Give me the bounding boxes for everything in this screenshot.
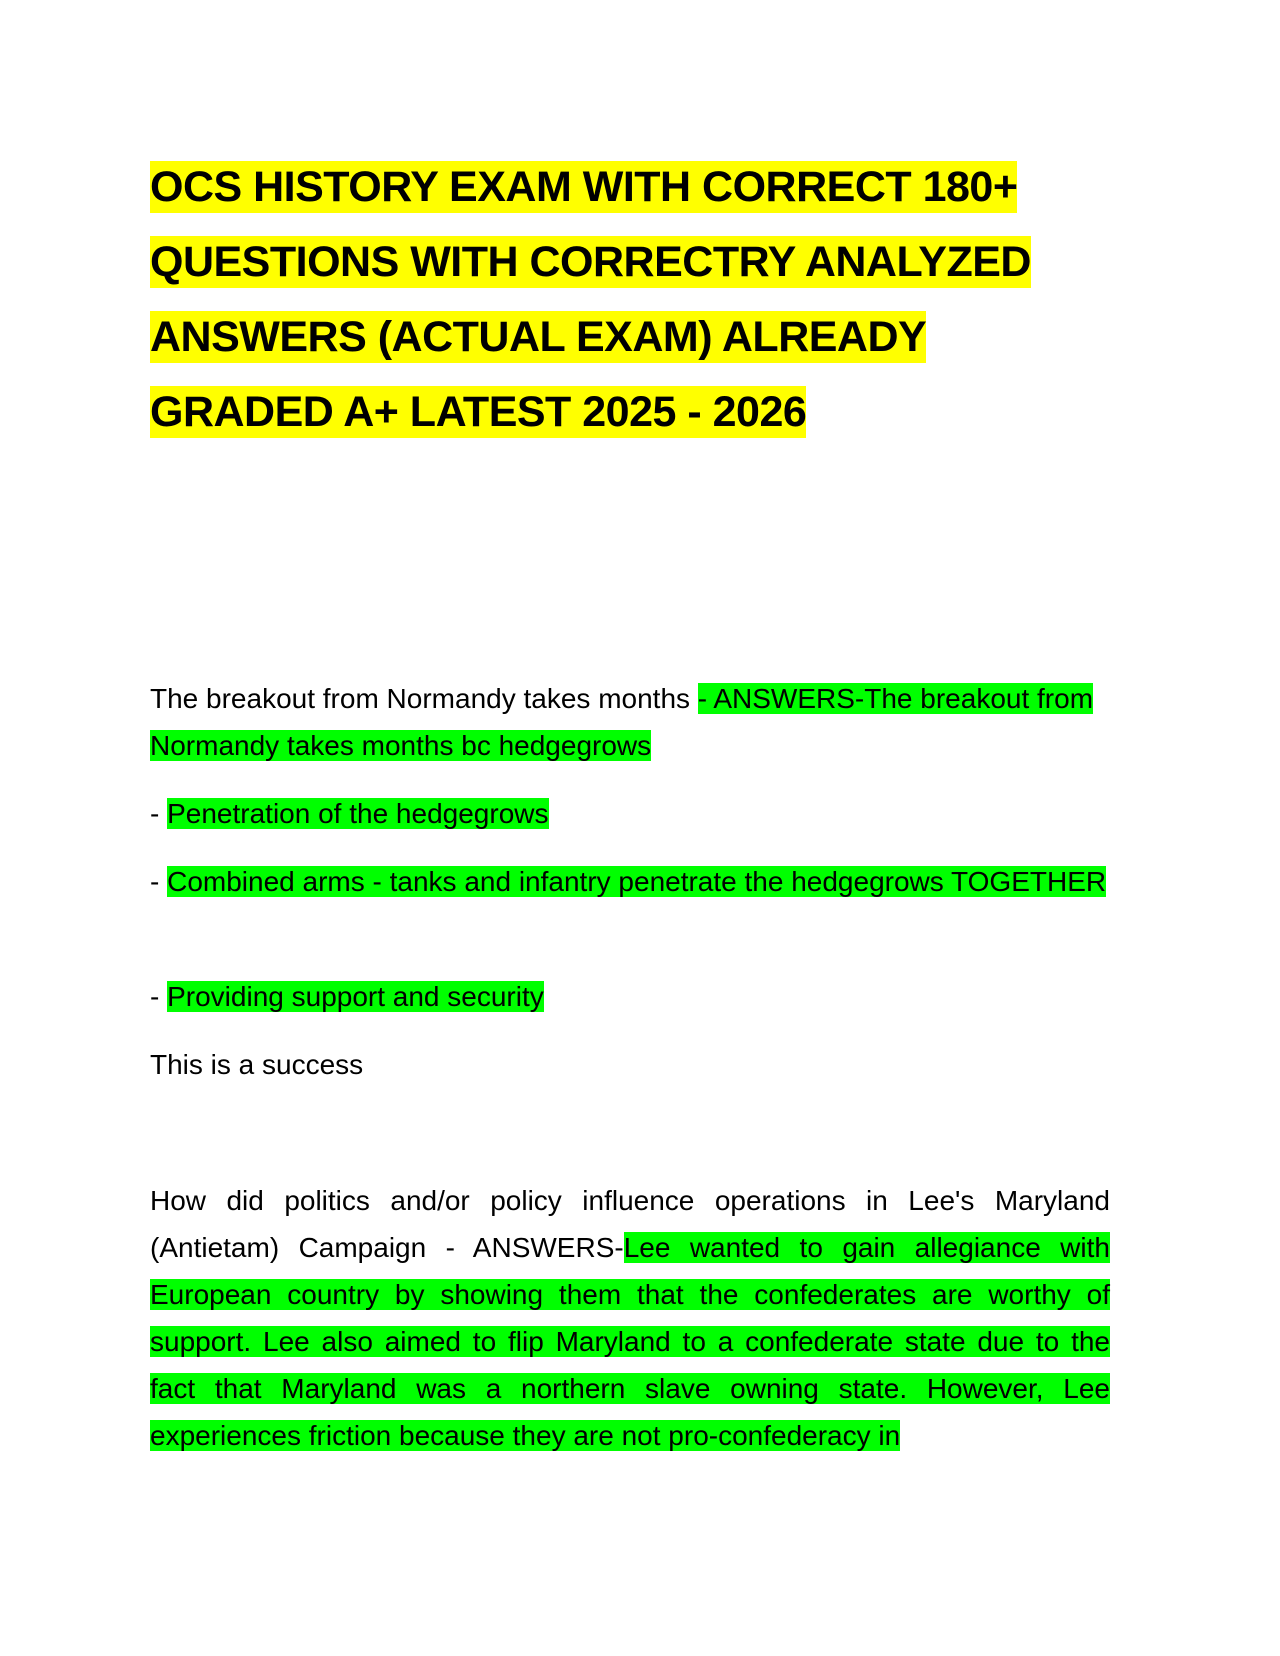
note-text: This is a success [150, 1049, 364, 1080]
bullet-highlight: Penetration of the hedgegrows [167, 798, 549, 829]
bullet-highlight: Combined arms - tanks and infantry penetrate the hedgegrows TOGETHER [167, 866, 1107, 897]
bullet-item-2 [150, 858, 1110, 905]
answer-highlight: - ANSWERS-The breakout from Normandy takes months bc hedgegrows [150, 683, 1094, 761]
title-highlight: OCS HISTORY EXAM WITH CORRECT 180+ QUESTIONS WITH CORRECTRY ANALYZED ANSWERS (ACTUAL EXAM) ALREADY GRADED A+ LATEST 2025 - 2026 [150, 163, 1031, 436]
question-text: The breakout from Normandy takes months [150, 683, 698, 714]
answer-highlight: Lee wanted to gain allegiance with European country by showing them that the confederates are worthy of support. Lee also aimed to flip Maryland to a confederate state due to the fact that Maryland was a northern slave owning state. However, Lee experiences friction because they are not pro-confederacy in [150, 1232, 1110, 1451]
question-text: How did politics and/or policy influence operations in Lee's Maryland (Antietam) Campaign - ANSWERS- [150, 1185, 1110, 1263]
bullet-prefix: - [150, 981, 168, 1012]
document-title [150, 150, 1110, 450]
qa-item-2 [150, 1177, 1110, 1459]
bullet-highlight: Providing support and security [167, 981, 544, 1012]
qa-item-1 [150, 675, 1110, 769]
bullet-prefix: - [150, 866, 168, 897]
bullet-prefix: - [150, 798, 168, 829]
bullet-item-1 [150, 790, 1110, 837]
bullet-item-3 [150, 973, 1110, 1020]
